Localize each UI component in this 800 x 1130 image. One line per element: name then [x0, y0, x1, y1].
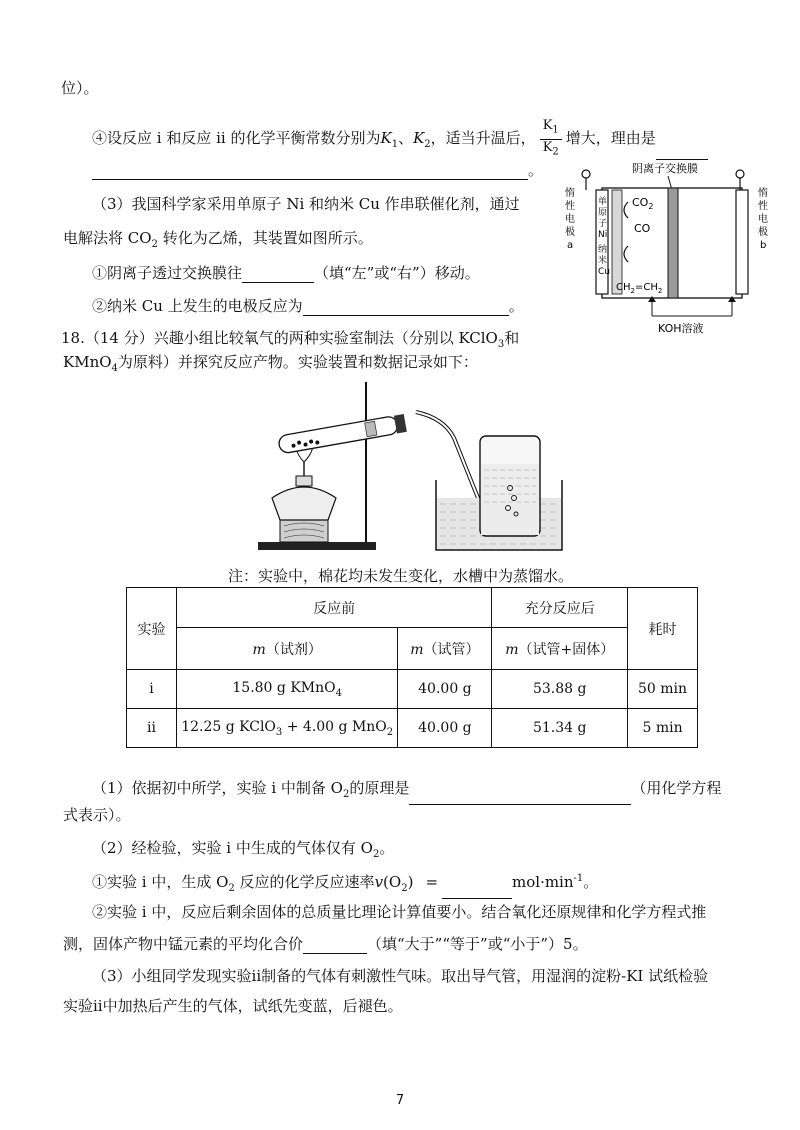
text-fragment: ②实验 i 中，反应后剩余固体的总质量比理论计算值要小。结合氧化还原规律和化学方程式推	[92, 903, 707, 921]
question-4-line-2	[92, 160, 543, 180]
ethylene-species: $CH_2=CH_2$	[616, 282, 663, 295]
text-fragment: 增大，理由是	[565, 129, 656, 148]
cell-experiment: ii	[127, 709, 177, 748]
cell-after-mass: 53.88 g	[492, 670, 628, 709]
data-table	[126, 587, 698, 748]
anion-exchange-membrane	[668, 188, 678, 298]
text-fragment: 位）。	[61, 79, 99, 97]
text-fragment: ④设反应 i 和反应 ii 的化学平衡常数分别为	[92, 129, 381, 148]
subscript: 2	[372, 849, 380, 860]
terminal-b-icon	[736, 170, 744, 178]
question-3-line-2	[63, 228, 373, 255]
subheader-reagent-mass: m（试剂）	[176, 628, 398, 670]
text-fragment: 和	[504, 329, 520, 347]
cu-catalyst-label: 纳米 Cu	[598, 245, 610, 277]
cell-time: 5 min	[628, 709, 698, 748]
page-number: 7	[395, 1093, 405, 1108]
header-experiment: 实验	[127, 588, 177, 670]
table-row	[127, 670, 698, 709]
note-line	[228, 566, 573, 586]
note-text: 注：实验中，棉花均未发生变化，水槽中为蒸馏水。	[228, 567, 574, 585]
fraction-numerator: K	[542, 118, 553, 133]
cell-tube-mass: 40.00 g	[398, 670, 492, 709]
text-fragment: ①阴离子透过交换膜往	[92, 264, 243, 282]
question-4-line	[92, 118, 708, 160]
text-fragment: )	[407, 873, 414, 891]
alcohol-lamp	[272, 487, 336, 520]
ni-catalyst-label: 单原子 Ni	[598, 197, 608, 240]
answer-blank[interactable]	[656, 143, 708, 160]
text-fragment: 转化为乙烯，其装置如图所示。	[157, 229, 373, 247]
text-fragment: 反应的化学反应速率	[234, 873, 375, 891]
question-18-line-2	[63, 352, 478, 379]
cell-after-mass: 51.34 g	[492, 709, 628, 748]
cell-reagent: 15.80 g KMnO$_4$	[176, 670, 398, 709]
test-tube	[278, 414, 407, 454]
subscript: 1	[552, 124, 559, 136]
subscript: 2	[401, 883, 408, 894]
part-1-line-2	[63, 805, 131, 825]
text-fragment: 为原料）并探究反应产物。实验装置和数据记录如下：	[117, 353, 478, 371]
text-fragment: （用化学方程	[631, 779, 722, 797]
text-fragment: 、	[398, 129, 414, 148]
text-fragment: （3）小组同学发现实验ii制备的气体有刺激性气味。取出导气管，用湿润的淀粉-KI 试纸检验	[92, 967, 709, 985]
subheader-tube-solid-mass: m（试管+固体）	[492, 628, 628, 670]
text-fragment: （2）经检验，实验 i 中生成的气体仅有 O	[92, 839, 373, 857]
question-3-line	[92, 194, 520, 214]
text-fragment: （填“大于”“等于”或“小于”）5。	[367, 935, 588, 953]
subscript: 2	[552, 146, 559, 158]
subscript: 2	[228, 883, 235, 894]
answer-blank[interactable]	[303, 937, 367, 954]
subscript: 1	[391, 139, 399, 151]
subscript: 2	[424, 139, 431, 151]
cell-tube-mass: 40.00 g	[398, 709, 492, 748]
part-2-sub-2	[92, 902, 706, 922]
co2-species: $CO_2$	[632, 196, 654, 211]
terminal-a-icon	[582, 170, 590, 178]
text-fragment: 实验ii中加热后产生的气体，试纸先变蓝，后褪色。	[63, 997, 403, 1015]
question-18-line	[61, 328, 519, 355]
answer-blank[interactable]	[409, 788, 631, 805]
text-fragment: (O	[383, 873, 402, 891]
answer-blank[interactable]	[92, 163, 528, 180]
text-fragment: （1）依据初中所学，实验 i 中制备 O	[92, 779, 343, 797]
subscript: 3	[497, 339, 505, 350]
cell-reagent: 12.25 g KClO$_3$ + 4.00 g MnO$_2$	[176, 709, 398, 748]
stand-base	[258, 542, 376, 550]
text-fragment: 测，固体产物中锰元素的平均化合价	[63, 935, 304, 953]
text-fragment: 。	[379, 839, 395, 857]
text-fragment: （填“左”或“右”）移动。	[314, 264, 480, 282]
text-line	[61, 78, 99, 98]
fraction-denominator: K	[542, 139, 553, 155]
text-fragment: ①实验 i 中，生成 O	[92, 873, 229, 891]
cell-experiment: i	[127, 670, 177, 709]
oxygen-apparatus-diagram	[258, 380, 568, 560]
header-before: 反应前	[176, 588, 491, 628]
superscript: -1	[573, 873, 584, 884]
electrode-b	[736, 190, 748, 294]
answer-blank[interactable]	[303, 299, 509, 316]
header-after: 充分反应后	[492, 588, 628, 628]
part-1-line	[92, 778, 721, 805]
k1-symbol: K	[380, 129, 392, 148]
answer-blank[interactable]	[442, 882, 512, 899]
part-3-line	[92, 966, 708, 986]
electrolysis-cell-diagram	[562, 160, 780, 338]
text-fragment: 。	[583, 873, 599, 891]
part-2-sub-2-line-2	[63, 934, 588, 954]
subheader-tube-mass: m（试管）	[398, 628, 492, 670]
text-fragment: 18.（14 分）兴趣小组比较氧气的两种实验室制法（分别以 KClO	[61, 329, 498, 347]
table-row	[127, 709, 698, 748]
electrolyte-label: KOH溶液	[658, 322, 704, 335]
header-time: 耗时	[628, 588, 698, 670]
electrode-b-label: 惰性电极 b	[758, 188, 768, 251]
electrode-a-label: 惰性电极 a	[565, 188, 575, 251]
k-ratio-fraction	[540, 118, 562, 160]
rate-symbol: v	[374, 873, 384, 891]
subscript: 4	[111, 363, 118, 374]
part-2-sub-1	[92, 869, 598, 899]
answer-blank[interactable]	[242, 266, 314, 283]
question-3-sub-1	[92, 263, 480, 283]
text-fragment: 的原理是	[349, 779, 410, 797]
text-fragment: =	[425, 873, 439, 891]
co-species: CO	[634, 222, 651, 235]
text-fragment: 电解法将 CO	[63, 229, 152, 247]
question-3-sub-2	[92, 296, 524, 316]
k2-symbol: K	[413, 129, 425, 148]
text-fragment: （3）我国科学家采用单原子 Ni 和纳米 Cu 作串联催化剂，通过	[92, 195, 520, 213]
text-fragment: ，适当升温后，	[430, 129, 536, 148]
cell-time: 50 min	[628, 670, 698, 709]
part-3-line-2	[63, 996, 403, 1016]
membrane-label: 阴离子交换膜	[632, 162, 698, 175]
subscript: 2	[151, 239, 158, 250]
text-fragment: 。	[508, 297, 524, 315]
text-fragment: KMnO	[63, 353, 112, 371]
part-2-line	[92, 838, 394, 865]
text-fragment: 。	[528, 161, 544, 179]
subscript: 2	[342, 789, 350, 800]
text-fragment: ②纳米 Cu 上发生的电极反应为	[92, 297, 303, 315]
catalyst-layer	[612, 190, 622, 294]
text-fragment: mol·min	[512, 873, 574, 891]
text-fragment: 式表示）。	[63, 806, 131, 824]
